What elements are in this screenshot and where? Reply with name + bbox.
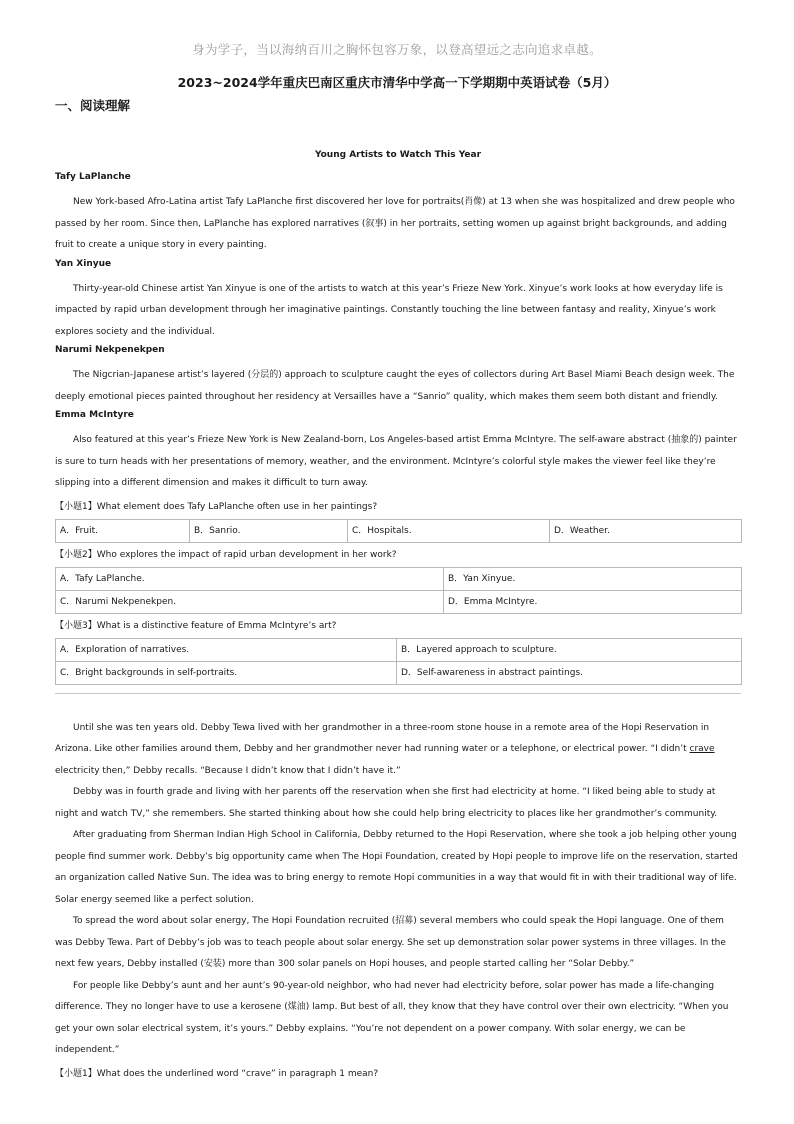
artist-name: Tafy LaPlanche <box>55 172 131 182</box>
artist-paragraph: Thirty-year-old Chinese artist Yan Xinyue is one of the artists to watch at this year’s Frieze New York. Xinyue’s work looks at how everyday life is impacted by rapid urban development through her imaginative paintings. Constantly touching the line between fantasy and reality, Xinyue’s work explores society and the individual. <box>55 283 723 337</box>
options-table <box>55 638 742 685</box>
exam-title: 2023~2024学年重庆巴南区重庆市清华中学高一下学期期中英语试卷（5月） <box>177 75 617 90</box>
artist-name: Yan Xinyue <box>55 258 112 269</box>
artist-name: Emma McIntyre <box>55 410 134 420</box>
passage1-title: Young Artists to Watch This Year <box>314 150 482 160</box>
section-divider <box>55 693 741 694</box>
option-a[interactable]: A．Fruit. <box>56 519 190 542</box>
paragraph-text: Until she was ten years old. Debby Tewa lived with her grandmother in a three-room stone house in a remote area of the Hopi Reservation in Arizona. Like other families around them, Debby and her grandmother never had running water or a telephone, or electrical power. “I didn’t <box>55 722 710 754</box>
option-c[interactable]: C．Hospitals. <box>348 519 550 542</box>
artist-paragraph: New York-based Afro-Latina artist Tafy LaPlanche first discovered her love for portraits(肖像) at 13 when she was hospitalized and drew people who passed by her room. Since then, LaPlanche has explored narratives (叙事) in her portraits, setting women up against bright backgrounds, and adding fruit to create a unique story in every painting. <box>55 197 735 250</box>
option-b[interactable]: B．Sanrio. <box>190 519 348 542</box>
section-title-reading: 一、阅读理解 <box>55 98 131 113</box>
option-a[interactable]: A．Tafy LaPlanche. <box>56 567 444 590</box>
question-stem: 【小题1】What does the underlined word “crave” in paragraph 1 mean? <box>55 1068 379 1079</box>
option-d[interactable]: D．Emma McIntyre. <box>444 590 742 613</box>
passage-paragraph: After graduating from Sherman Indian High School in California, Debby returned to the Hopi Reservation, where she took a job helping other young people find summer work. Debby’s big opportunity came when The Hopi Foundation, created by Hopi people to improve life on the reservation, started an organization called Native Sun. The idea was to bring energy to remote Hopi communities in a way that would fit in with their traditional way of life. Solar energy seemed like a perfect solution. <box>55 830 738 905</box>
question-stem: 【小题1】What element does Tafy LaPlanche often use in her paintings? <box>55 501 378 512</box>
artist-name: Narumi Nekpenekpen <box>55 345 165 355</box>
artist-paragraph: The Nigcrian-Japanese artist’s layered (分层的) approach to sculpture caught the eyes of collectors during Art Basel Miami Beach design week. The deeply emotional pieces painted throughout her residency at Versailles have a “Sanrio” quality, which makes them seem both distant and friendly. <box>55 370 735 402</box>
passage-paragraph <box>55 718 741 783</box>
exam-content <box>55 148 741 1086</box>
option-b[interactable]: B．Yan Xinyue. <box>444 567 742 590</box>
passage-paragraph: Debby was in fourth grade and living with her parents off the reservation when she first had electricity at home. “I liked being able to study at night and watch TV,” she remembers. She started thinking about how she could help bring electricity to places like her grandmother’s community. <box>55 787 718 819</box>
question-stem: 【小题2】Who explores the impact of rapid urban development in her work? <box>55 549 397 560</box>
question-stem: 【小题3】What is a distinctive feature of Emma McIntyre’s art? <box>55 620 337 631</box>
passage-paragraph: To spread the word about solar energy, The Hopi Foundation recruited (招募) several members who could speak the Hopi language. One of them was Debby Tewa. Part of Debby’s job was to teach people about solar energy. She set up demonstration solar power systems in three villages. In the next few years, Debby installed (安装) more than 300 solar panels on Hopi houses, and people started calling her “Solar Debby.” <box>55 916 726 969</box>
passage-paragraph: For people like Debby’s aunt and her aunt’s 90-year-old neighbor, who had never had electricity before, solar power has made a life-changing difference. They no longer have to use a kerosene (煤油) lamp. But best of all, they know that they have control over their own electricity. “When you get your own solar electrical system, it’s yours.” Debby explains. “You’re not dependent on a power company. With solar energy, we can be independent.” <box>55 980 729 1055</box>
passage2 <box>55 718 741 1081</box>
option-a[interactable]: A．Exploration of narratives. <box>56 638 397 661</box>
options-table <box>55 567 742 614</box>
underlined-word: crave <box>689 744 715 754</box>
options-table <box>55 519 742 543</box>
option-b[interactable]: B．Layered approach to sculpture. <box>397 638 742 661</box>
option-d[interactable]: D．Self-awareness in abstract paintings. <box>397 661 742 684</box>
option-c[interactable]: C．Bright backgrounds in self-portraits. <box>56 661 397 684</box>
option-c[interactable]: C．Narumi Nekpenekpen. <box>56 590 444 613</box>
option-d[interactable]: D．Weather. <box>550 519 742 542</box>
watermark-motto: 身为学子，当以海纳百川之胸怀包容万象，以登高望远之志向追求卓越。 <box>192 42 602 57</box>
paragraph-text: electricity then,” Debby recalls. “Because I didn’t know that I didn’t have it.” <box>55 765 401 776</box>
artist-paragraph: Also featured at this year’s Frieze New York is New Zealand-born, Los Angeles-based artist Emma McIntyre. The self-aware abstract (抽象的) painter is sure to turn heads with her presentations of memory, weather, and the environment. McIntyre’s colorful style makes the viewer feel like they’re slipping into a different dimension and makes it difficult to turn away. <box>55 435 737 488</box>
